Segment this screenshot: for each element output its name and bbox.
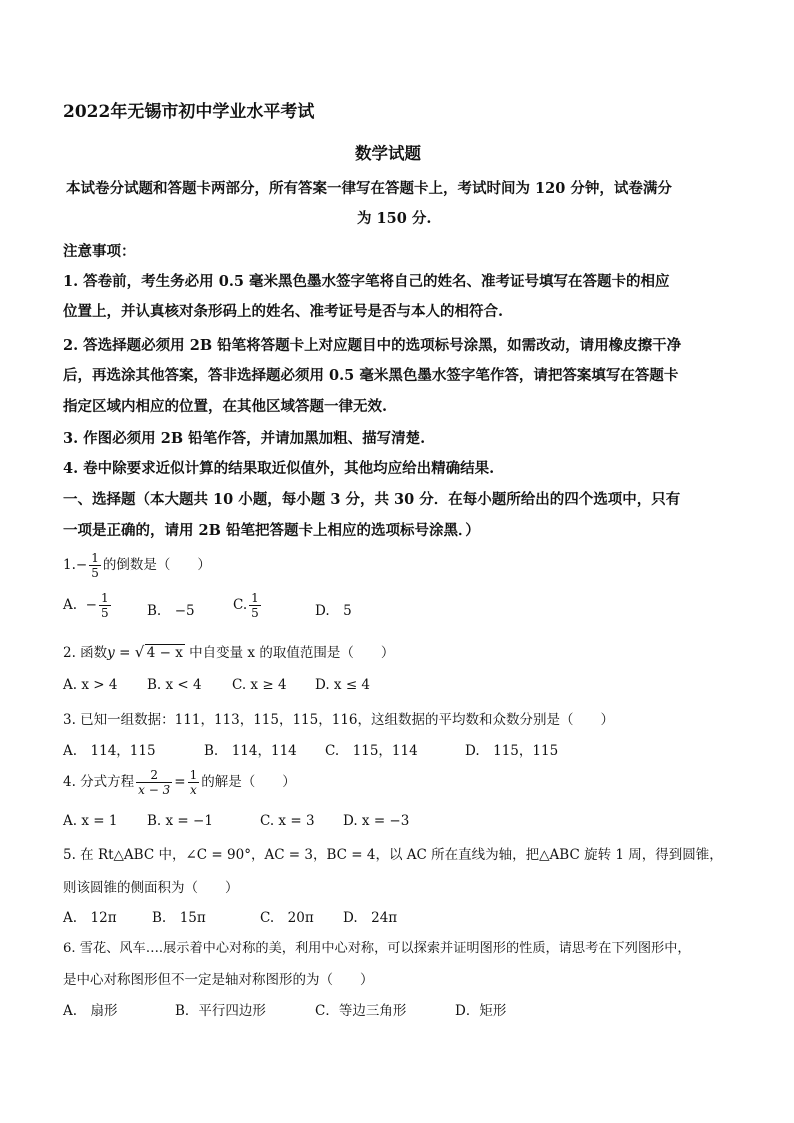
question-6-line-1: 6. 雪花、风车….展示着中心对称的美，利用中心对称，可以探索并证明图形的性质，请思考在下列图形中， (63, 941, 691, 956)
question-2-option-b: B. x < 4 (147, 677, 202, 693)
question-5-option-d: D. 24π (343, 910, 398, 926)
note-2-line-3: 指定区域内相应的位置，在其他区域答题一律无效. (63, 398, 388, 415)
question-2-option-d: D. x ≤ 4 (315, 677, 371, 693)
question-6-line-2: 是中心对称图形但不一定是轴对称图形的为（ ） (63, 972, 374, 988)
question-5-line-1: 5. 在 Rt△ABC 中，∠C = 90°，AC = 3，BC = 4，以 AC 所在直线为轴，把△ABC 旋转 1 周，得到圆锥， (63, 847, 723, 863)
question-3-option-c: C. 115，114 (325, 743, 418, 759)
note-2-line-2: 后，再选涂其他答案，答非选择题必须用 0.5 毫米黑色墨水签字笔作答，请把答案填写在答题卡 (63, 367, 679, 384)
question-1-option-b: B. −5 (147, 603, 195, 619)
question-4-option-b: B. x = −1 (147, 813, 213, 829)
question-1-option-d: D. 5 (315, 603, 352, 619)
question-4-option-d: D. x = −3 (343, 813, 410, 829)
note-1-line-1: 1. 答卷前，考生务必用 0.5 毫米黑色墨水签字笔将自己的姓名、准考证号填写在答题卡的相应 (63, 273, 670, 290)
question-4-option-c: C. x = 3 (260, 813, 315, 829)
question-5-option-c: C. 20π (260, 910, 314, 926)
question-1-option-a: A. − $\frac{1}{5}$ (63, 591, 109, 620)
question-6-option-a: A. 扇形 (63, 1003, 118, 1019)
intro-line-1: 本试卷分试题和答题卡两部分，所有答案一律写在答题卡上，考试时间为 120 分钟，试卷满分 (66, 180, 672, 197)
subject-title: 数学试题 (355, 144, 421, 163)
question-3-option-a: A. 114，115 (63, 743, 156, 759)
section-1-line-2: 一项是正确的，请用 2B 铅笔把答题卡上相应的选项标号涂黑．） (63, 522, 480, 539)
section-1-line-1: 一、选择题（本大题共 10 小题，每小题 3 分，共 30 分．在每小题所给出的四个选项中，只有 (63, 491, 681, 508)
notes-heading: 注意事项： (63, 243, 136, 260)
question-3-option-d: D. 115，115 (465, 743, 559, 759)
intro-line-2: 为 150 分. (357, 210, 432, 227)
question-3: 3. 已知一组数据：111，113，115，115，116，这组数据的平均数和众数分别是（ ） (63, 712, 615, 728)
question-4: 4. 分式方程 $\frac{2}{x - 3}$ = $\frac{1}{x}$ 的解是（ ） (63, 768, 296, 797)
note-4: 4. 卷中除要求近似计算的结果取近似值外，其他均应给出精确结果. (63, 460, 495, 477)
question-2: 2. 函数y = √ 4 − x 中自变量 x 的取值范围是（ ） (63, 643, 395, 661)
question-5-line-2: 则该圆锥的侧面积为（ ） (63, 880, 239, 896)
fraction: $\frac{2}{x - 3}$ (138, 768, 171, 797)
note-3: 3. 作图必须用 2B 铅笔作答，并请加黑加粗、描写清楚. (63, 430, 426, 447)
square-root: √ 4 − x (134, 643, 183, 661)
question-5-option-b: B. 15π (152, 910, 206, 926)
note-2-line-1: 2. 答选择题必须用 2B 铅笔将答题卡上对应题目中的选项标号涂黑，如需改动，请用橡皮擦干净 (63, 337, 682, 354)
question-6-option-d: D．矩形 (455, 1003, 507, 1019)
question-6-option-c: C．等边三角形 (315, 1003, 407, 1019)
note-1-line-2: 位置上，并认真核对条形码上的姓名、准考证号是否与本人的相符合. (63, 303, 504, 320)
question-3-option-b: B. 114，114 (204, 743, 297, 759)
question-2-option-c: C. x ≥ 4 (232, 677, 287, 693)
question-2-option-a: A. x > 4 (63, 677, 118, 693)
question-1: 1.− $\frac{1}{5}$ 的倒数是（ ） (63, 551, 211, 580)
fraction: $\frac{1}{5}$ (91, 551, 99, 580)
question-5-option-a: A. 12π (63, 910, 117, 926)
question-1-option-c: C. $\frac{1}{5}$ (233, 591, 259, 620)
question-6-option-b: B．平行四边形 (175, 1003, 266, 1019)
exam-title: 2022年无锡市初中学业水平考试 (63, 102, 315, 122)
question-4-option-a: A. x = 1 (63, 813, 118, 829)
